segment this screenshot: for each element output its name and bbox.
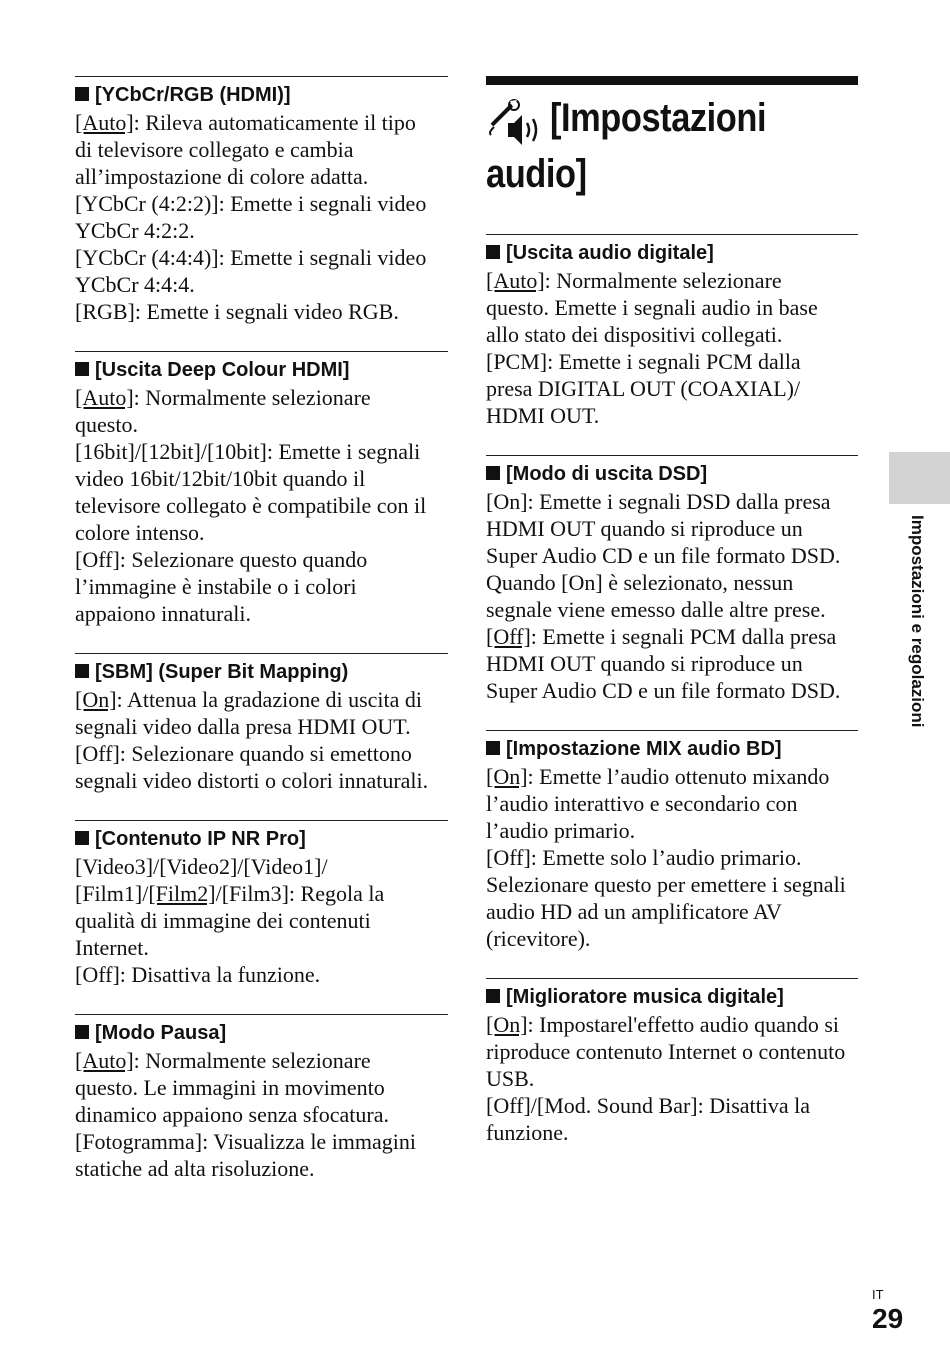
description-line xyxy=(486,294,858,321)
description-text: : Impostarel'effetto audio quando si xyxy=(527,1012,840,1037)
side-chapter-label: Impostazioni e regolazioni xyxy=(908,515,927,728)
setting-heading xyxy=(75,83,448,107)
description-text: segnali video dalla presa HDMI OUT. xyxy=(75,714,411,739)
description-text: : Normalmente selezionare xyxy=(133,385,371,410)
description-text: [Off]: Disattiva la funzione. xyxy=(75,962,321,987)
setting-section xyxy=(75,76,448,325)
default-option-text: [Auto] xyxy=(75,385,134,410)
description-line xyxy=(486,1038,858,1065)
description-text: HDMI OUT. xyxy=(486,403,600,428)
description-text: questo. xyxy=(75,412,138,437)
setting-heading xyxy=(486,241,858,265)
description-line xyxy=(486,321,858,348)
setting-section xyxy=(75,653,448,794)
default-option-text: [Auto] xyxy=(75,1048,134,1073)
description-text: YCbCr 4:2:2. xyxy=(75,218,195,243)
description-line xyxy=(486,1092,858,1119)
description-line xyxy=(75,767,448,794)
setting-heading-text: [SBM] (Super Bit Mapping) xyxy=(95,661,349,683)
description-text: USB. xyxy=(486,1066,535,1091)
description-text: questo. Le immagini in movimento xyxy=(75,1075,385,1100)
description-line xyxy=(75,686,448,713)
description-line xyxy=(75,853,448,880)
description-line xyxy=(486,569,858,596)
description-line xyxy=(75,713,448,740)
description-line xyxy=(486,596,858,623)
description-text: Quando [On] è selezionato, nessun xyxy=(486,570,794,595)
description-text: /[Film3]: Regola la xyxy=(215,881,385,906)
default-option-text: [On] xyxy=(75,687,117,712)
description-line xyxy=(486,871,858,898)
description-line xyxy=(486,488,858,515)
default-option-text: [On] xyxy=(486,764,528,789)
description-text: allo stato dei dispositivi collegati. xyxy=(486,322,783,347)
square-bullet-icon xyxy=(75,664,89,678)
square-bullet-icon xyxy=(75,1025,89,1039)
description-line xyxy=(75,163,448,190)
description-text: questo. Emette i segnali audio in base xyxy=(486,295,818,320)
description-line xyxy=(486,1119,858,1146)
description-line xyxy=(75,1128,448,1155)
description-line xyxy=(75,546,448,573)
description-line xyxy=(75,465,448,492)
description-line xyxy=(486,1065,858,1092)
description-text: [Off]: Emette solo l’audio primario. xyxy=(486,845,802,870)
description-text: Super Audio CD e un file formato DSD. xyxy=(486,543,841,568)
description-text: [YCbCr (4:4:4)]: Emette i segnali video xyxy=(75,245,427,270)
description-text: di televisore collegato e cambia xyxy=(75,137,354,162)
description-text: : Normalmente selezionare xyxy=(544,268,782,293)
description-line xyxy=(75,438,448,465)
description-line xyxy=(75,1047,448,1074)
description-line xyxy=(486,790,858,817)
description-line xyxy=(486,898,858,925)
description-line xyxy=(75,384,448,411)
description-text: [16bit]/[12bit]/[10bit]: Emette i segnali xyxy=(75,439,421,464)
description-line xyxy=(75,298,448,325)
description-text: segnale viene emesso dalle altre prese. xyxy=(486,597,826,622)
description-line xyxy=(75,492,448,519)
setting-heading-text: [Impostazione MIX audio BD] xyxy=(506,738,782,760)
setting-heading xyxy=(486,985,858,1009)
setting-heading xyxy=(486,737,858,761)
description-line xyxy=(75,244,448,271)
wrench-speaker-icon xyxy=(486,97,550,149)
setting-heading-text: [Modo Pausa] xyxy=(95,1022,227,1044)
setting-heading xyxy=(75,827,448,851)
description-text: Selezionare questo per emettere i segnali xyxy=(486,872,846,897)
description-text: HDMI OUT quando si riproduce un xyxy=(486,516,803,541)
description-text: Super Audio CD e un file formato DSD. xyxy=(486,678,841,703)
description-text: : Normalmente selezionare xyxy=(133,1048,371,1073)
square-bullet-icon xyxy=(486,245,500,259)
description-line xyxy=(75,961,448,988)
description-line xyxy=(486,925,858,952)
setting-section xyxy=(486,730,858,952)
setting-heading xyxy=(75,358,448,382)
description-text: l’audio interattivo e secondario con xyxy=(486,791,798,816)
description-text: Internet. xyxy=(75,935,149,960)
description-text: (ricevitore). xyxy=(486,926,591,951)
description-text: [Off]: Selezionare questo quando xyxy=(75,547,368,572)
description-line xyxy=(75,907,448,934)
description-line xyxy=(75,1155,448,1182)
setting-heading-text: [Modo di uscita DSD] xyxy=(506,463,708,485)
setting-heading xyxy=(75,660,448,684)
description-text: : Emette l’audio ottenuto mixando xyxy=(527,764,830,789)
description-text: presa DIGITAL OUT (COAXIAL)/ xyxy=(486,376,801,401)
description-text: [On]: Emette i segnali DSD dalla presa xyxy=(486,489,831,514)
description-text: : Emette i segnali PCM dalla presa xyxy=(530,624,837,649)
description-line xyxy=(486,515,858,542)
setting-heading xyxy=(486,462,858,486)
default-option-text: [Auto] xyxy=(486,268,545,293)
description-text: televisore collegato è compatibile con il xyxy=(75,493,427,518)
square-bullet-icon xyxy=(75,362,89,376)
square-bullet-icon xyxy=(486,989,500,1003)
description-line xyxy=(486,542,858,569)
description-line xyxy=(75,411,448,438)
setting-section xyxy=(486,978,858,1146)
description-text: statiche ad alta risoluzione. xyxy=(75,1156,315,1181)
description-text: : Attenua la gradazione di uscita di xyxy=(116,687,423,712)
description-text: video 16bit/12bit/10bit quando il xyxy=(75,466,366,491)
default-option-text: [Auto] xyxy=(75,110,134,135)
default-option-text: [Off] xyxy=(486,624,531,649)
description-text: HDMI OUT quando si riproduce un xyxy=(486,651,803,676)
default-option-text: [On] xyxy=(486,1012,528,1037)
setting-section xyxy=(75,1014,448,1182)
description-text: all’impostazione di colore adatta. xyxy=(75,164,369,189)
left-column xyxy=(75,76,448,1182)
description-text: qualità di immagine dei contenuti xyxy=(75,908,371,933)
setting-heading xyxy=(75,1021,448,1045)
description-line xyxy=(486,677,858,704)
description-line xyxy=(75,217,448,244)
description-line xyxy=(75,190,448,217)
description-text: appaiono innaturali. xyxy=(75,601,251,626)
description-line xyxy=(486,402,858,429)
description-line xyxy=(486,375,858,402)
description-text: riproduce contenuto Internet o contenuto xyxy=(486,1039,846,1064)
setting-section xyxy=(75,351,448,627)
description-line xyxy=(75,1101,448,1128)
description-line xyxy=(75,573,448,600)
setting-heading-text: [YCbCr/RGB (HDMI)] xyxy=(95,84,291,106)
description-line xyxy=(75,740,448,767)
right-sections xyxy=(486,234,858,1146)
description-line xyxy=(75,880,448,907)
chapter-title-continued xyxy=(486,149,806,199)
description-text: : Rileva automaticamente il tipo xyxy=(133,110,416,135)
description-text: [Fotogramma]: Visualizza le immagini xyxy=(75,1129,417,1154)
description-text: [RGB]: Emette i segnali video RGB. xyxy=(75,299,399,324)
description-line xyxy=(75,519,448,546)
square-bullet-icon xyxy=(75,87,89,101)
description-line xyxy=(486,623,858,650)
setting-section xyxy=(75,820,448,988)
right-column xyxy=(486,76,858,1146)
description-line xyxy=(486,763,858,790)
square-bullet-icon xyxy=(486,466,500,480)
setting-heading-text: [Uscita audio digitale] xyxy=(506,242,714,264)
description-text: YCbCr 4:4:4. xyxy=(75,272,195,297)
description-text: [Off]: Selezionare quando si emettono xyxy=(75,741,412,766)
setting-heading-text: [Contenuto IP NR Pro] xyxy=(95,828,306,850)
setting-section xyxy=(486,455,858,704)
description-line xyxy=(75,109,448,136)
description-text: audio HD ad un amplificatore AV xyxy=(486,899,782,924)
chapter-tab-marker xyxy=(889,452,950,504)
description-text: dinamico appaiono senza sfocatura. xyxy=(75,1102,389,1127)
square-bullet-icon xyxy=(75,831,89,845)
description-text: segnali video distorti o colori innaturali. xyxy=(75,768,429,793)
setting-heading-text: [Uscita Deep Colour HDMI] xyxy=(95,359,350,381)
description-text: [Off]/[Mod. Sound Bar]: Disattiva la xyxy=(486,1093,811,1118)
description-line xyxy=(486,844,858,871)
chapter-title-line-2: audio] xyxy=(486,152,587,196)
description-text: colore intenso. xyxy=(75,520,205,545)
page-language-code: IT xyxy=(872,1287,884,1302)
description-text: [Film1]/ xyxy=(75,881,149,906)
description-line xyxy=(75,1074,448,1101)
chapter-title xyxy=(550,93,766,143)
description-line xyxy=(75,271,448,298)
description-line xyxy=(486,650,858,677)
description-line xyxy=(486,348,858,375)
setting-heading-text: [Miglioratore musica digitale] xyxy=(506,986,784,1008)
page-number: 29 xyxy=(872,1303,904,1334)
description-text: [YCbCr (4:2:2)]: Emette i segnali video xyxy=(75,191,427,216)
chapter-title-line-1: [Impostazioni xyxy=(550,96,767,140)
description-text: [Video3]/[Video2]/[Video1]/ xyxy=(75,854,328,879)
description-line xyxy=(486,1011,858,1038)
description-text: [PCM]: Emette i segnali PCM dalla xyxy=(486,349,801,374)
description-line xyxy=(75,934,448,961)
default-option-text: [Film2] xyxy=(148,881,216,906)
description-line xyxy=(486,267,858,294)
description-text: l’immagine è instabile o i colori xyxy=(75,574,357,599)
description-line xyxy=(75,600,448,627)
description-text: funzione. xyxy=(486,1120,569,1145)
description-line xyxy=(75,136,448,163)
chapter-title-block xyxy=(486,76,858,220)
square-bullet-icon xyxy=(486,741,500,755)
description-line xyxy=(486,817,858,844)
description-text: l’audio primario. xyxy=(486,818,636,843)
setting-section xyxy=(486,234,858,429)
